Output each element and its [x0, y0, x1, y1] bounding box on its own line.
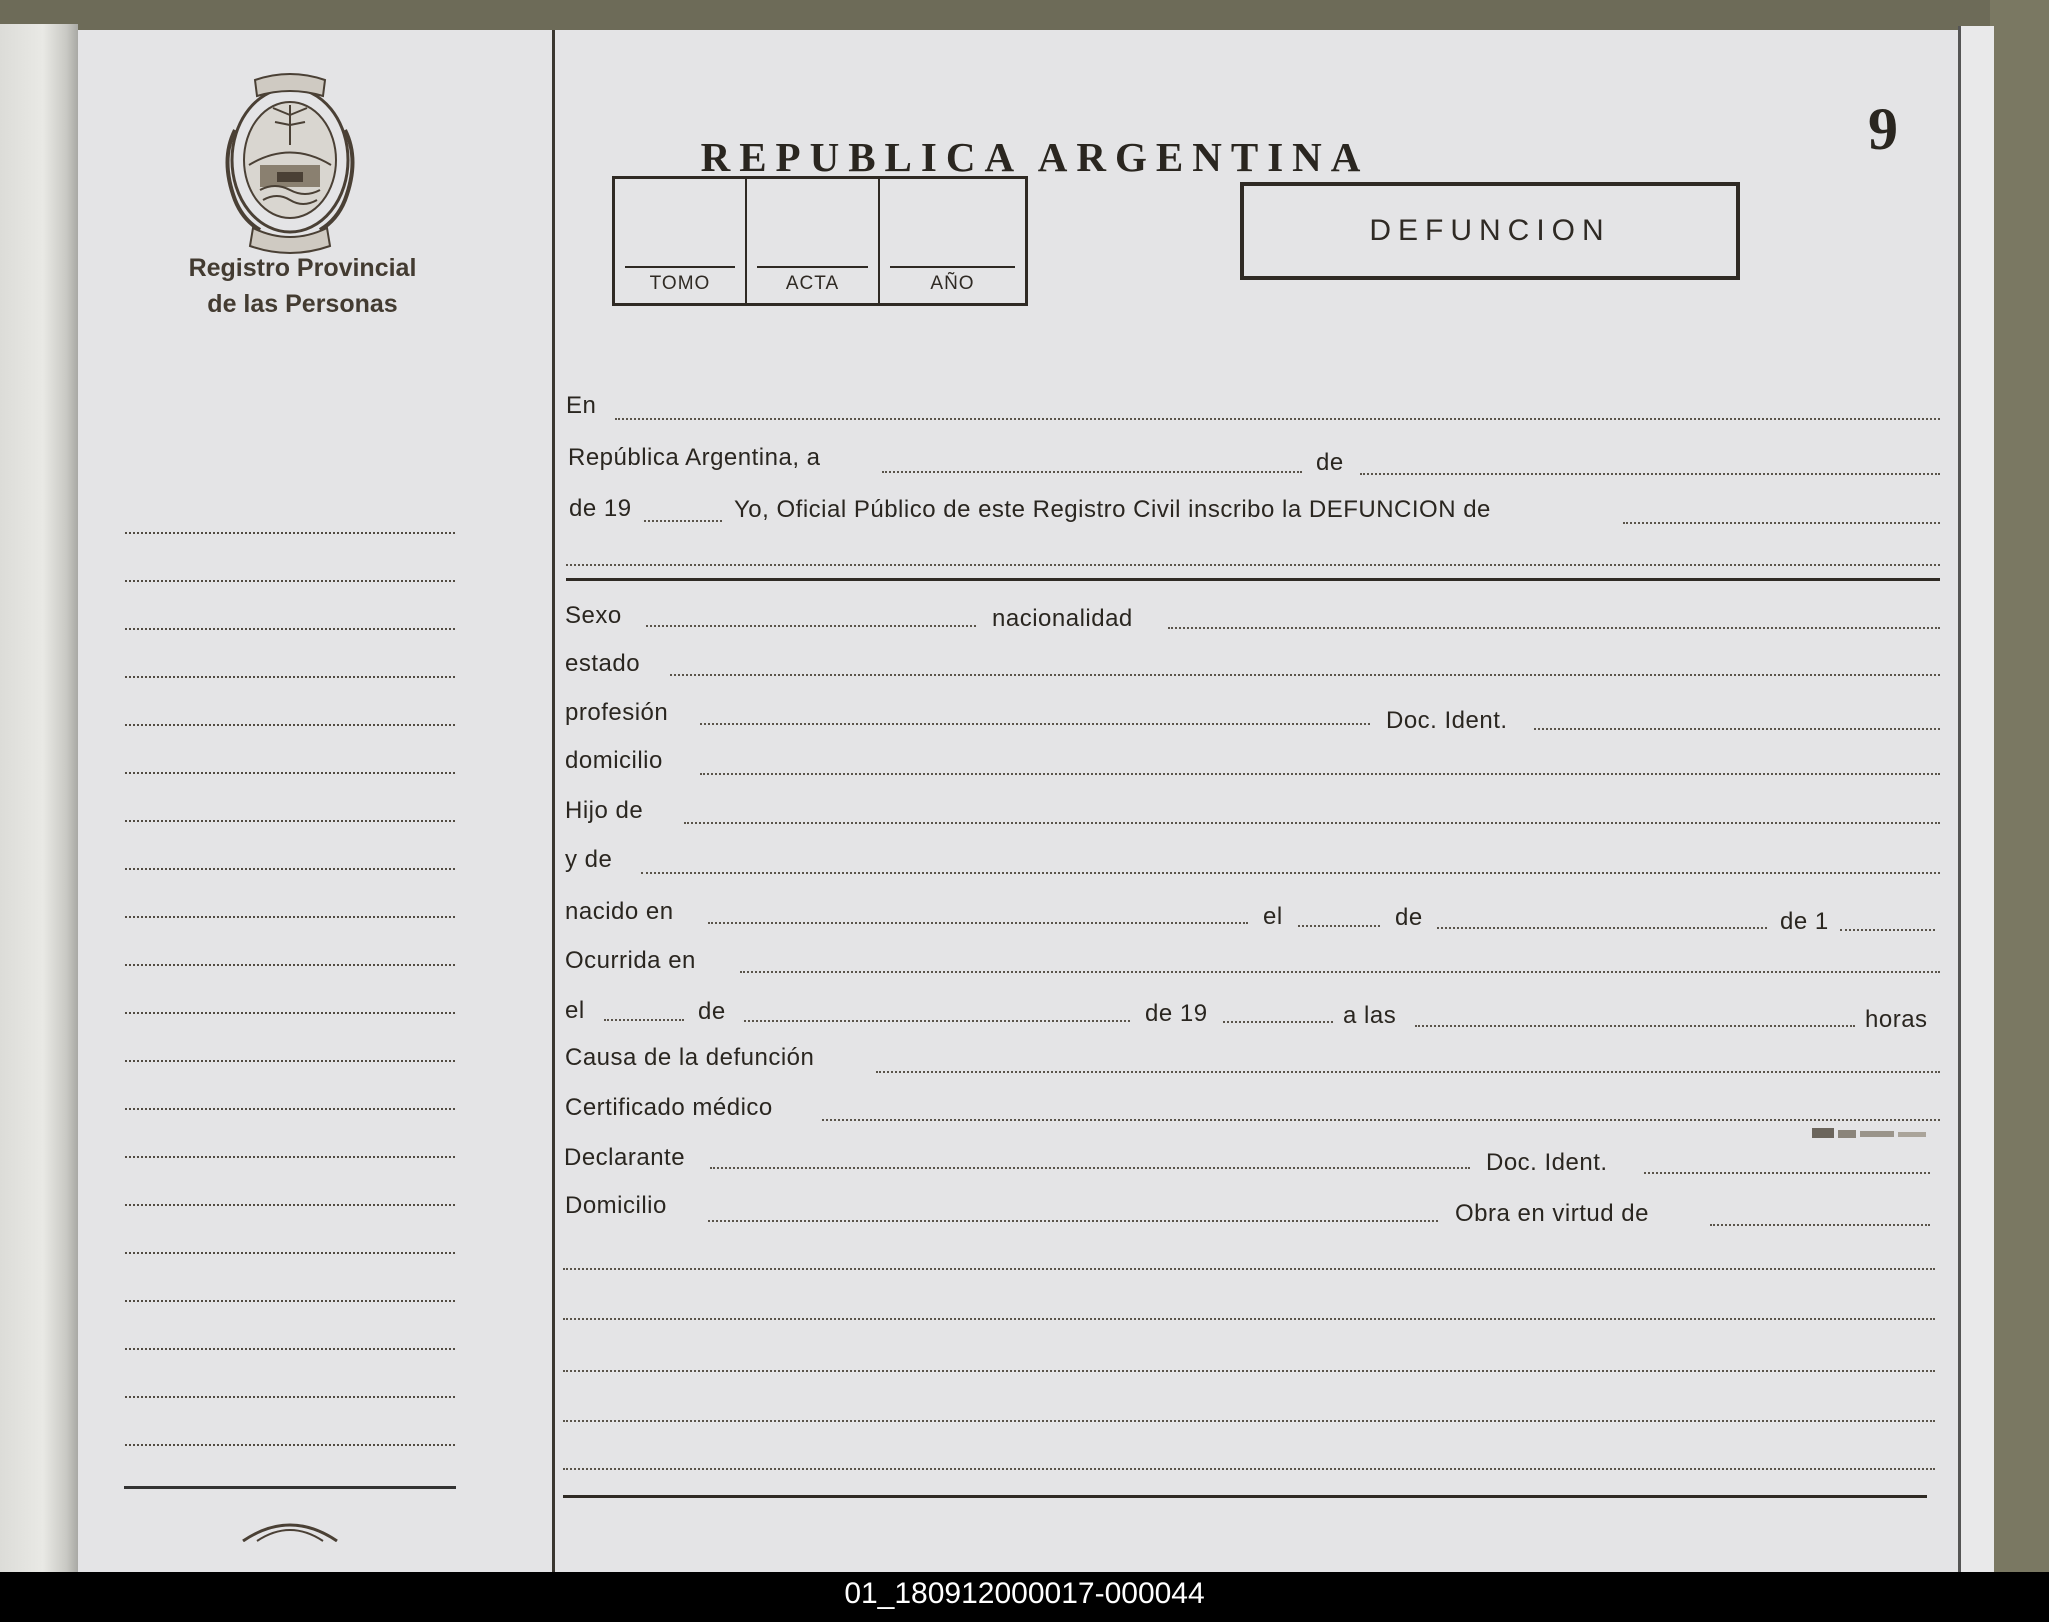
field-death-place[interactable]	[740, 971, 1940, 973]
field-nacionalidad[interactable]	[1168, 627, 1940, 629]
field-certificate[interactable]	[822, 1119, 1940, 1121]
field-declarant-doc[interactable]	[1644, 1172, 1930, 1174]
registry-title-line1: Registro Provincial	[188, 254, 417, 282]
label-el-death: el	[565, 997, 585, 1024]
label-republica: República Argentina, a	[568, 444, 821, 471]
field-blank-line[interactable]	[563, 1318, 1935, 1320]
field-death-year[interactable]	[1223, 1021, 1333, 1023]
field-death-day[interactable]	[604, 1019, 684, 1021]
margin-blank-line	[125, 1156, 455, 1158]
registry-title	[135, 250, 470, 322]
margin-blank-line	[125, 1012, 455, 1014]
label-nacionalidad: nacionalidad	[992, 605, 1133, 632]
margin-bottom-rule	[124, 1486, 456, 1489]
margin-blank-line	[125, 772, 455, 774]
field-birth-day[interactable]	[1298, 925, 1380, 927]
ano-label: AÑO	[930, 273, 975, 294]
label-en: En	[566, 392, 597, 419]
label-domicilio: domicilio	[565, 747, 663, 774]
ink-smudge-icon	[1810, 1124, 1930, 1142]
label-causa: Causa de la defunción	[565, 1044, 815, 1071]
next-page-edge	[1958, 26, 1994, 1572]
label-a-las: a las	[1343, 1002, 1397, 1029]
field-estado[interactable]	[670, 674, 1940, 676]
field-birth-year[interactable]	[1840, 929, 1935, 931]
margin-blank-line	[125, 868, 455, 870]
margin-blank-line	[125, 676, 455, 678]
field-sexo[interactable]	[646, 625, 976, 627]
label-horas: horas	[1865, 1006, 1928, 1033]
field-cause[interactable]	[876, 1071, 1940, 1073]
label-de19: de 19	[569, 495, 632, 522]
margin-blank-line	[125, 916, 455, 918]
margin-blank-line	[125, 1348, 455, 1350]
field-month[interactable]	[1360, 473, 1940, 475]
country-title: REPUBLICA ARGENTINA	[700, 134, 1370, 180]
field-declarant[interactable]	[710, 1167, 1470, 1169]
field-profesion[interactable]	[700, 723, 1370, 725]
margin-blank-line	[125, 580, 455, 582]
background-top	[0, 0, 2049, 34]
tomo-cell[interactable]	[615, 179, 745, 303]
label-estado: estado	[565, 650, 641, 677]
field-deceased-name[interactable]	[1623, 522, 1940, 524]
field-blank-line[interactable]	[563, 1268, 1935, 1270]
margin-blank-line	[125, 1396, 455, 1398]
page-number: 9	[1868, 96, 1898, 162]
label-de-birth: de	[1395, 904, 1423, 931]
label-el: el	[1263, 903, 1283, 930]
label-oficial: Yo, Oficial Público de este Registro Civil inscribo la DEFUNCION de	[734, 496, 1491, 523]
acta-cell[interactable]	[745, 179, 878, 303]
field-birthplace[interactable]	[708, 922, 1248, 924]
field-blank-line[interactable]	[563, 1370, 1935, 1372]
field-death-hour[interactable]	[1415, 1025, 1855, 1027]
field-death-month[interactable]	[744, 1020, 1130, 1022]
field-birth-month[interactable]	[1437, 927, 1767, 929]
tomo-label: TOMO	[649, 273, 711, 294]
margin-blank-line	[125, 1444, 455, 1446]
ano-cell[interactable]	[878, 179, 1025, 303]
field-place[interactable]	[615, 418, 1940, 420]
label-de19-death: de 19	[1145, 1000, 1208, 1027]
margin-blank-line	[125, 964, 455, 966]
label-domicilio-declarant: Domicilio	[565, 1192, 667, 1219]
field-blank-line[interactable]	[563, 1420, 1935, 1422]
book-left-page-edge	[0, 24, 78, 1572]
background-right	[1990, 0, 2049, 1572]
field-year[interactable]	[644, 520, 722, 522]
section-rule	[566, 578, 1940, 581]
footer-filename: 01_180912000017-000044	[844, 1577, 1205, 1610]
ano-underline	[890, 266, 1015, 268]
field-obra[interactable]	[1710, 1224, 1930, 1226]
field-blank-line[interactable]	[563, 1468, 1935, 1470]
margin-blank-line	[125, 1204, 455, 1206]
label-ocurrida-en: Ocurrida en	[565, 947, 696, 974]
label-de: de	[1316, 449, 1344, 476]
margin-divider	[552, 30, 555, 1572]
field-declarant-address[interactable]	[708, 1220, 1438, 1222]
label-obra: Obra en virtud de	[1455, 1200, 1649, 1227]
margin-blank-line	[125, 532, 455, 534]
field-day[interactable]	[882, 471, 1302, 473]
record-type-box: DEFUNCION	[1240, 182, 1740, 280]
register-reference-box	[612, 176, 1028, 306]
label-sexo: Sexo	[565, 602, 622, 629]
registry-title-line2: de las Personas	[207, 290, 398, 318]
label-doc-ident-declarant: Doc. Ident.	[1486, 1149, 1608, 1176]
tomo-underline	[625, 266, 735, 268]
field-domicilio[interactable]	[700, 773, 1940, 775]
margin-blank-line	[125, 1060, 455, 1062]
misiones-seal-icon-bottom	[235, 1515, 345, 1542]
field-mother[interactable]	[641, 872, 1940, 874]
label-nacido-en: nacido en	[565, 898, 674, 925]
field-father[interactable]	[684, 822, 1940, 824]
margin-blank-line	[125, 1108, 455, 1110]
margin-blank-line	[125, 1252, 455, 1254]
label-hijo-de: Hijo de	[565, 797, 644, 824]
label-de-death: de	[698, 998, 726, 1025]
field-deceased-name-cont[interactable]	[566, 564, 1940, 566]
margin-blank-line	[125, 820, 455, 822]
label-profesion: profesión	[565, 699, 669, 726]
label-y-de: y de	[565, 846, 613, 873]
section-bottom-rule	[563, 1495, 1927, 1498]
label-doc-ident: Doc. Ident.	[1386, 707, 1508, 734]
label-declarante: Declarante	[564, 1144, 686, 1171]
margin-blank-line	[125, 724, 455, 726]
misiones-seal-icon	[215, 70, 365, 255]
margin-blank-line	[125, 628, 455, 630]
acta-label: ACTA	[785, 273, 840, 294]
margin-blank-line	[125, 1300, 455, 1302]
field-doc-ident[interactable]	[1534, 728, 1940, 730]
label-de-1: de 1	[1780, 908, 1829, 935]
label-certificado: Certificado médico	[565, 1094, 773, 1121]
acta-underline	[757, 266, 868, 268]
